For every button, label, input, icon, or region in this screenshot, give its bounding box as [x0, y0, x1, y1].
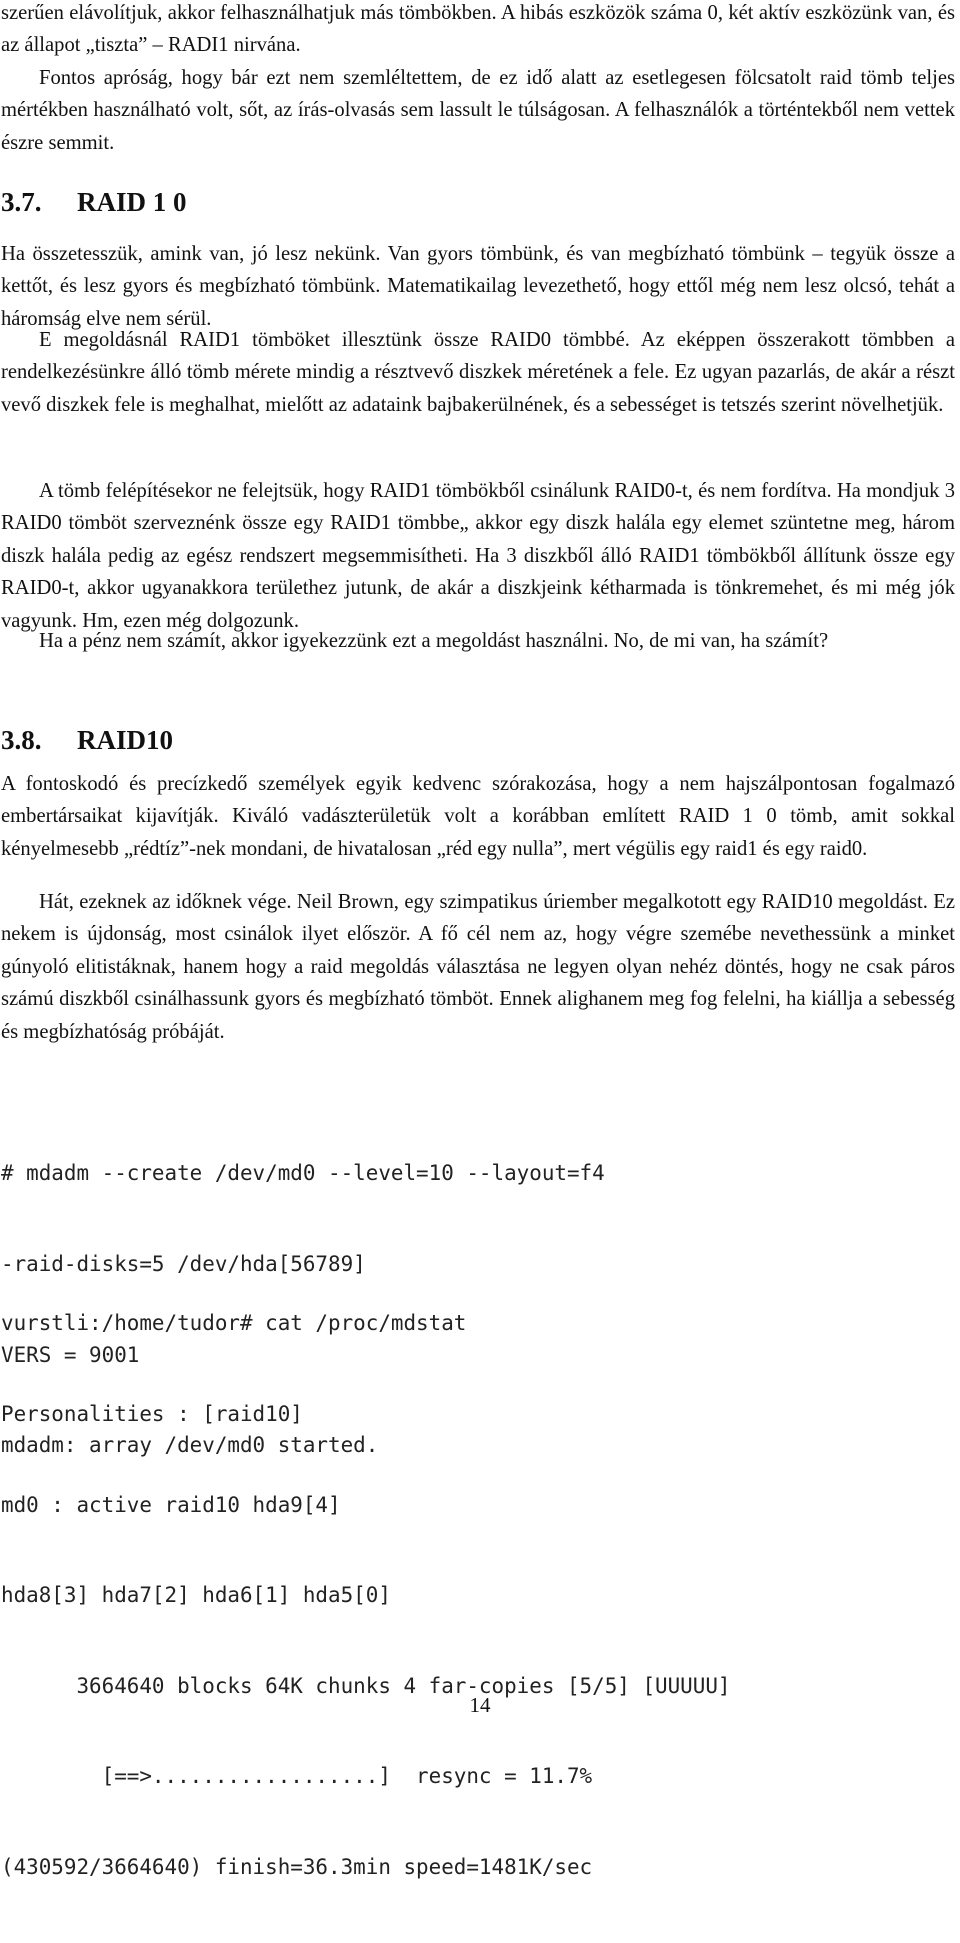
section-title: RAID 1 0	[77, 187, 187, 217]
code-line: 3664640 blocks 64K chunks 4 far-copies [5/5] [UUUUU]	[1, 1673, 731, 1698]
code-line: -raid-disks=5 /dev/hda[56789]	[1, 1252, 366, 1276]
paragraph: A tömb felépítésekor ne felejtsük, hogy RAID1 tömbökből csinálunk RAID0-t, és nem fordítva. Ha mondjuk 3 RAID0 tömböt szerveznénk össze egy RAID1 tömbbe„ akkor egy diszk halála egy elemet szüntetne meg, három diszk halála pedig az egész rendszert megsemmisítheti. Ha 3 diszkből álló RAID1 tömbökből állítunk össze egy RAID0-t, akkor ugyanakkora területhez jutunk, de akár a diszkjeink kétharmada is tönkremehet, és mi még jók vagyunk. Hm, ezen még dolgozunk.	[1, 480, 955, 632]
code-line: mdadm: array /dev/md0 started.	[1, 1433, 379, 1458]
code-line: hda8[3] hda7[2] hda6[1] hda5[0]	[1, 1583, 391, 1608]
code-line: VERS = 9001	[1, 1342, 140, 1367]
paragraph-fontos: Fontos apróság, hogy bár ezt nem szemléltettem, de ez idő alatt az esetlegesen fölcsatolt raid tömb teljes mértékben használható volt, sőt, az írás-olvasás sem lassult le túlságosan. A felhasználók a történtekből nem vettek észre semmit.	[1, 67, 955, 154]
section-heading-3-7	[1, 185, 187, 219]
paragraph: A fontoskodó és precízkedő személyek egyik kedvenc szórakozása, hogy a nem hajszálpontosan fogalmazó embertársaikat kijavítják. Kiváló vadászterületük volt a korábban említett RAID 1 0 tömb, amit sokkal kényelmesebb „rédtíz”-nek mondani, de hivatalosan „réd egy nulla”, mert végülis egy raid1 és egy raid0.	[1, 773, 955, 860]
section-number: 3.8.	[1, 725, 42, 755]
code-line: md0 : active raid10 hda9[4]	[1, 1492, 341, 1517]
section-number: 3.7.	[1, 187, 42, 217]
paragraph-top: szerűen elávolítjuk, akkor felhasználhatjuk más tömbökben. A hibás eszközök száma 0, két aktív eszközünk van, és az állapot „tiszta” – RADI1 nirvána.	[1, 2, 955, 57]
paragraph: Ha a pénz nem számít, akkor igyekezzünk ezt a megoldást használni. No, de mi van, ha számít?	[39, 630, 829, 652]
paragraph: Hát, ezeknek az időknek vége. Neil Brown, egy szimpatikus úriember megalkotott egy RAID10 megoldást. Ez nekem is újdonság, most csinálok ilyet először. A fő cél nem az, hogy végre szemébe nevethessünk a minket gúnyoló elitistáknak, hanem hogy a raid megoldás választása ne legyen olyan nehéz döntés, hogy ne csak páros számú diszkből csinálhassunk gyors és megbízható tömböt. Ennek alighanem meg fog felelni, ha kiállja a sebesség és megbízhatóság próbáját.	[1, 891, 955, 1043]
code-line: Personalities : [raid10]	[1, 1402, 303, 1426]
paragraph: E megoldásnál RAID1 tömböket illesztünk össze RAID0 tömbbé. Az eképpen összerakott tömbben a rendelkezésünkre álló tömb mérete mindig a résztvevő diszkek méretének a fele. Ez ugyan pazarlás, de akár a részt vevő diszkek fele is meghalhat, mielőtt az adataink bajbakerülnének, és a sebességet is tetszés szerint növelhetjük.	[1, 329, 955, 416]
code-block-mdstat	[1, 1248, 959, 1943]
section-heading-3-8	[1, 723, 173, 757]
paragraph: Ha összetesszük, amink van, jó lesz nekünk. Van gyors tömbünk, és van megbízható tömbünk – tegyük össze a kettőt, és lesz gyors és megbízható tömbünk. Matematikailag levezethető, hogy ettől még nem lesz olcsó, tehát a háromság elve nem sérül.	[1, 243, 955, 330]
code-line: [==>..................] resync = 11.7%	[1, 1764, 593, 1789]
section-title: RAID10	[77, 725, 174, 755]
code-line: (430592/3664640) finish=36.3min speed=1481K/sec	[1, 1854, 593, 1879]
page-number: 14	[469, 1693, 491, 1717]
code-line: # mdadm --create /dev/md0 --level=10 --layout=f4	[1, 1161, 605, 1186]
code-line: vurstli:/home/tudor# cat /proc/mdstat	[1, 1311, 467, 1336]
